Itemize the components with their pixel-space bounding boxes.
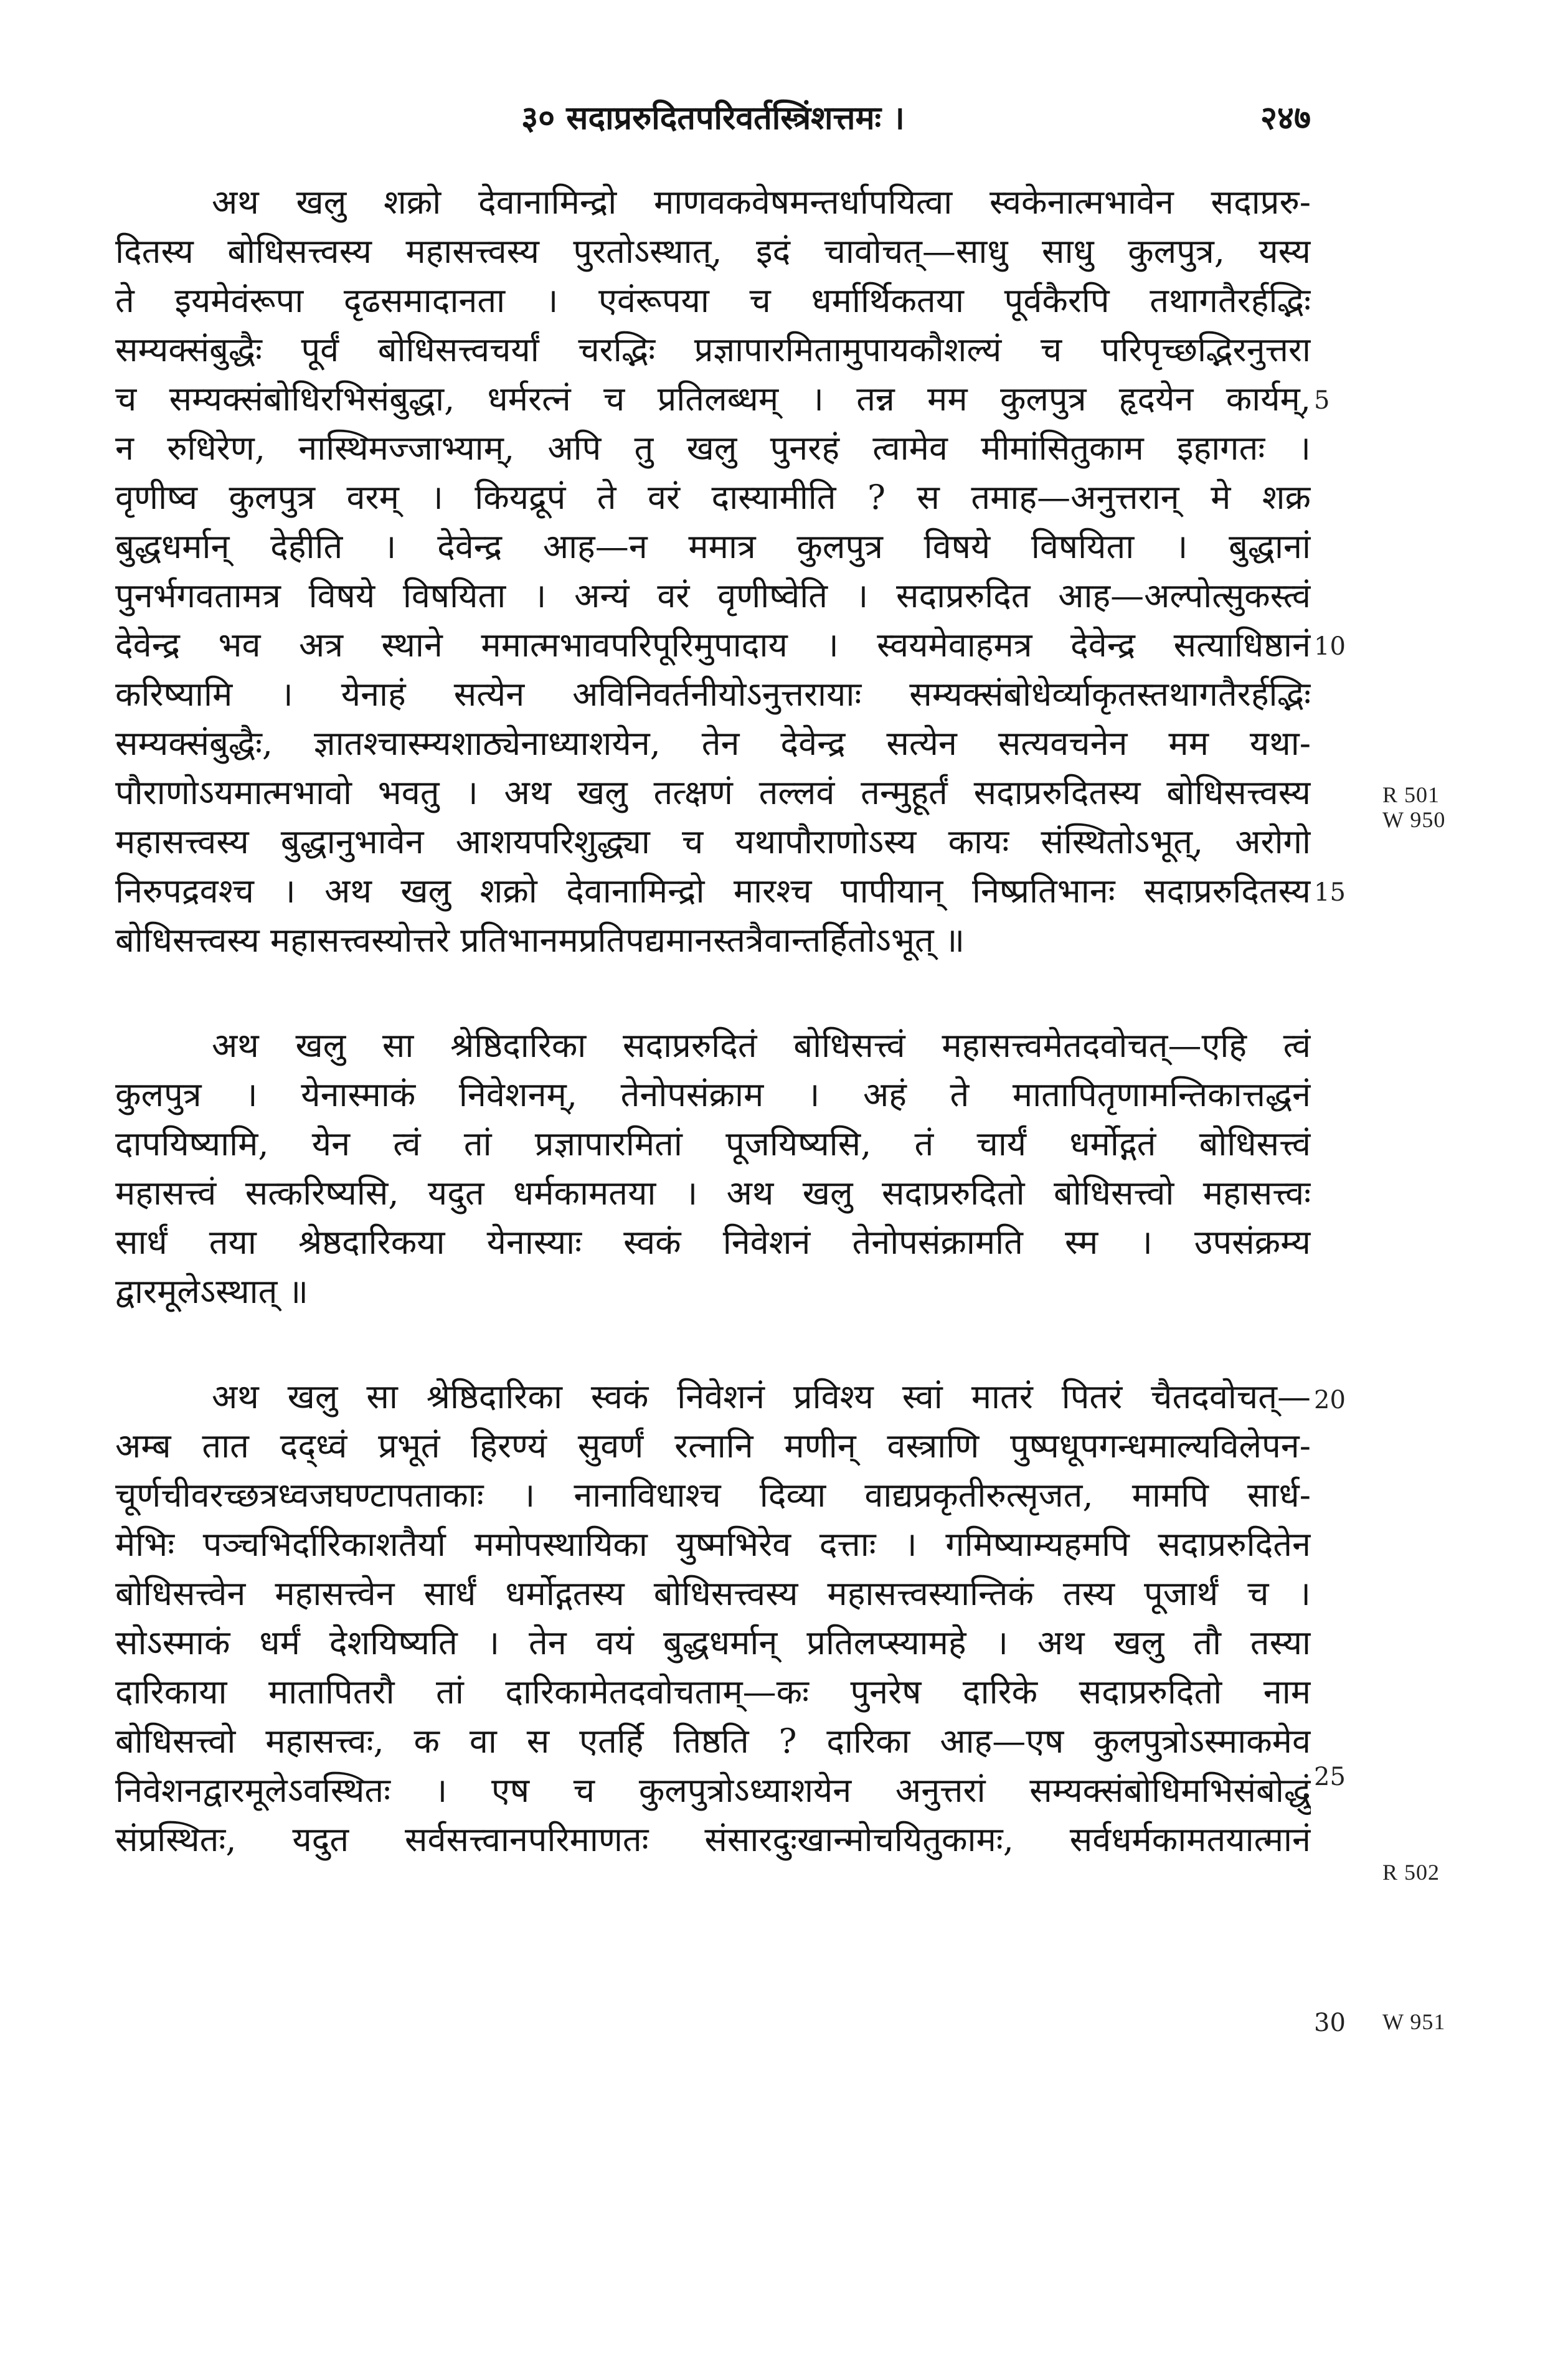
- text-line: सार्धं तया श्रेष्ठदारिकया येनास्याः स्वकं निवेशनं तेनोपसंक्रामति स्म । उपसंक्रम्य: [115, 1223, 1311, 1262]
- text-line: देवेन्द्र भव अत्र स्थाने ममात्मभावपरिपूरिमुपादाय । स्वयमेवाहमत्र देवेन्द्र सत्याधिष्ठानं: [115, 625, 1311, 665]
- text-line: दारिकाया मातापितरौ तां दारिकामेतदवोचताम्—कः पुनरेष दारिके सदाप्ररुदितो नाम: [115, 1672, 1311, 1712]
- line-number: 30: [1314, 2009, 1346, 2037]
- main-text: [115, 178, 1311, 1864]
- text-line: सम्यक्संबुद्धैः पूर्वं बोधिसत्त्वचर्यां चरद्भिः प्रज्ञापारमितामुपायकौशल्यं च परिपृच्छद्भिरनुत्तरा: [115, 330, 1311, 369]
- page-number: २४७: [1260, 99, 1311, 137]
- paragraph-gap: [115, 965, 1311, 1021]
- text-line: अम्ब तात दद्ध्वं प्रभूतं हिरण्यं सुवर्णं रत्नानि मणीन् वस्त्राणि पुष्पधूपगन्धमाल्यविलेपन-: [115, 1426, 1311, 1466]
- margin-reference: R 502: [1382, 1860, 1440, 1885]
- running-header: [115, 93, 1311, 143]
- text-line: अथ खलु सा श्रेष्ठिदारिका स्वकं निवेशनं प्रविश्य स्वां मातरं पितरं चैतदवोचत्—: [212, 1377, 1311, 1416]
- line-number: 10: [1314, 632, 1346, 661]
- paragraph-3: [115, 1372, 1311, 1864]
- text-line: सम्यक्संबुद्धैः, ज्ञातश्चास्म्यशाठ्येनाध्याशयेन, तेन देवेन्द्र सत्येन सत्यवचनेन मम यथा-: [115, 724, 1311, 763]
- text-line: महासत्त्वस्य बुद्धानुभावेन आशयपरिशुद्ध्या च यथापौराणोऽस्य कायः संस्थितोऽभूत्, अरोगो: [115, 822, 1311, 861]
- text-line: न रुधिरेण, नास्थिमज्जाभ्याम्, अपि तु खलु पुनरहं त्वामेव मीमांसितुकाम इहागतः ।: [115, 429, 1311, 468]
- text-line: अथ खलु शक्रो देवानामिन्द्रो माणवकवेषमन्तर्धापयित्वा स्वकेनात्मभावेन सदाप्ररु-: [212, 182, 1311, 222]
- paragraph-1: [115, 178, 1311, 965]
- text-line: पुनर्भगवतामत्र विषये विषयिता । अन्यं वरं वृणीष्वेति । सदाप्ररुदित आह—अल्पोत्सुकस्त्वं: [115, 576, 1311, 615]
- text-line: बोधिसत्त्वेन महासत्त्वेन सार्धं धर्मोद्गतस्य बोधिसत्त्वस्य महासत्त्वस्यान्तिकं तस्य पूजार्थं च ।: [115, 1574, 1311, 1613]
- text-line: च सम्यक्संबोधिरभिसंबुद्धा, धर्मरत्नं च प्रतिलब्धम् । तन्न मम कुलपुत्र हृदयेन कार्यम्,: [115, 379, 1311, 419]
- text-line: बोधिसत्त्वस्य महासत्त्वस्योत्तरे प्रतिभानमप्रतिपद्यमानस्तत्रैवान्तर्हितोऽभूत् ॥: [115, 921, 965, 960]
- line-number: 5: [1314, 386, 1330, 415]
- text-line: संप्रस्थितः, यदुत सर्वसत्त्वानपरिमाणतः संसारदुःखान्मोचयितुकामः, सर्वधर्मकामतयात्मानं: [115, 1820, 1311, 1859]
- text-line: दितस्य बोधिसत्त्वस्य महासत्त्वस्य पुरतोऽस्थात्, इदं चावोचत्—साधु साधु कुलपुत्र, यस्य: [115, 232, 1311, 271]
- line-number: 20: [1314, 1386, 1346, 1414]
- paragraph-gap: [115, 1316, 1311, 1372]
- margin-reference: W 951: [1382, 2009, 1446, 2034]
- text-line: दापयिष्यामि, येन त्वं तां प्रज्ञापारमितां पूजयिष्यसि, तं चार्यं धर्मोद्गतं बोधिसत्त्वं: [115, 1124, 1311, 1163]
- text-line: द्वारमूलेऽस्थात् ॥: [115, 1272, 308, 1311]
- margin-reference: R 501: [1382, 782, 1440, 807]
- text-line: ते इयमेवंरूपा दृढसमादानता । एवंरूपया च धर्मार्थिकतया पूर्वकैरपि तथागतैरर्हद्भिः: [115, 281, 1311, 320]
- text-line: सोऽस्माकं धर्मं देशयिष्यति । तेन वयं बुद्धधर्मान् प्रतिलप्स्यामहे । अथ खलु तौ तस्या: [115, 1623, 1311, 1662]
- text-line: अथ खलु सा श्रेष्ठिदारिका सदाप्ररुदितं बोधिसत्त्वं महासत्त्वमेतदवोचत्—एहि त्वं: [212, 1026, 1311, 1065]
- chapter-title: ३० सदाप्ररुदितपरिवर्तस्त्रिंशत्तमः ।: [521, 99, 905, 137]
- text-line: वृणीष्व कुलपुत्र वरम् । कियद्रूपं ते वरं दास्यामीति ? स तमाह—अनुत्तरान् मे शक्र: [115, 478, 1311, 517]
- line-number: 25: [1314, 1763, 1346, 1791]
- text-line: बुद्धधर्मान् देहीति । देवेन्द्र आह—न ममात्र कुलपुत्र विषये विषयिता । बुद्धानां: [115, 527, 1311, 566]
- text-line: चूर्णचीवरच्छत्रध्वजघण्टापताकाः । नानाविधाश्च दिव्या वाद्यप्रकृतीरुत्सृजत, मामपि सार्ध-: [115, 1475, 1311, 1515]
- text-line: पौराणोऽयमात्मभावो भवतु । अथ खलु तत्क्षणं तल्लवं तन्मुहूर्तं सदाप्ररुदितस्य बोधिसत्त्वस्य: [115, 773, 1311, 812]
- text-line: बोधिसत्त्वो महासत्त्वः, क वा स एतर्हि तिष्ठति ? दारिका आह—एष कुलपुत्रोऽस्माकमेव: [115, 1722, 1311, 1761]
- text-line: कुलपुत्र । येनास्माकं निवेशनम्, तेनोपसंक्राम । अहं ते मातापितृणामन्तिकात्तद्धनं: [115, 1075, 1311, 1114]
- text-line: निवेशनद्वारमूलेऽवस्थितः । एष च कुलपुत्रोऽध्याशयेन अनुत्तरां सम्यक्संबोधिमभिसंबोद्धुं: [115, 1771, 1311, 1810]
- text-line: महासत्त्वं सत्करिष्यसि, यदुत धर्मकामतया । अथ खलु सदाप्ररुदितो बोधिसत्त्वो महासत्त्वः: [115, 1173, 1311, 1213]
- text-line: मेभिः पञ्चभिर्दारिकाशतैर्या ममोपस्थायिका युष्मभिरेव दत्ताः । गमिष्याम्यहमपि सदाप्ररुदितेन: [115, 1525, 1311, 1564]
- text-line: निरुपद्रवश्च । अथ खलु शक्रो देवानामिन्द्रो मारश्च पापीयान् निष्प्रतिभानः सदाप्ररुदितस्य: [115, 871, 1311, 911]
- text-line: करिष्यामि । येनाहं सत्येन अविनिवर्तनीयोऽनुत्तरायाः सम्यक्संबोधेर्व्याकृतस्तथागतैरर्हद्भिः: [115, 675, 1311, 714]
- margin-reference: W 950: [1382, 807, 1446, 832]
- line-number: 15: [1314, 878, 1346, 907]
- paragraph-2: [115, 1021, 1311, 1316]
